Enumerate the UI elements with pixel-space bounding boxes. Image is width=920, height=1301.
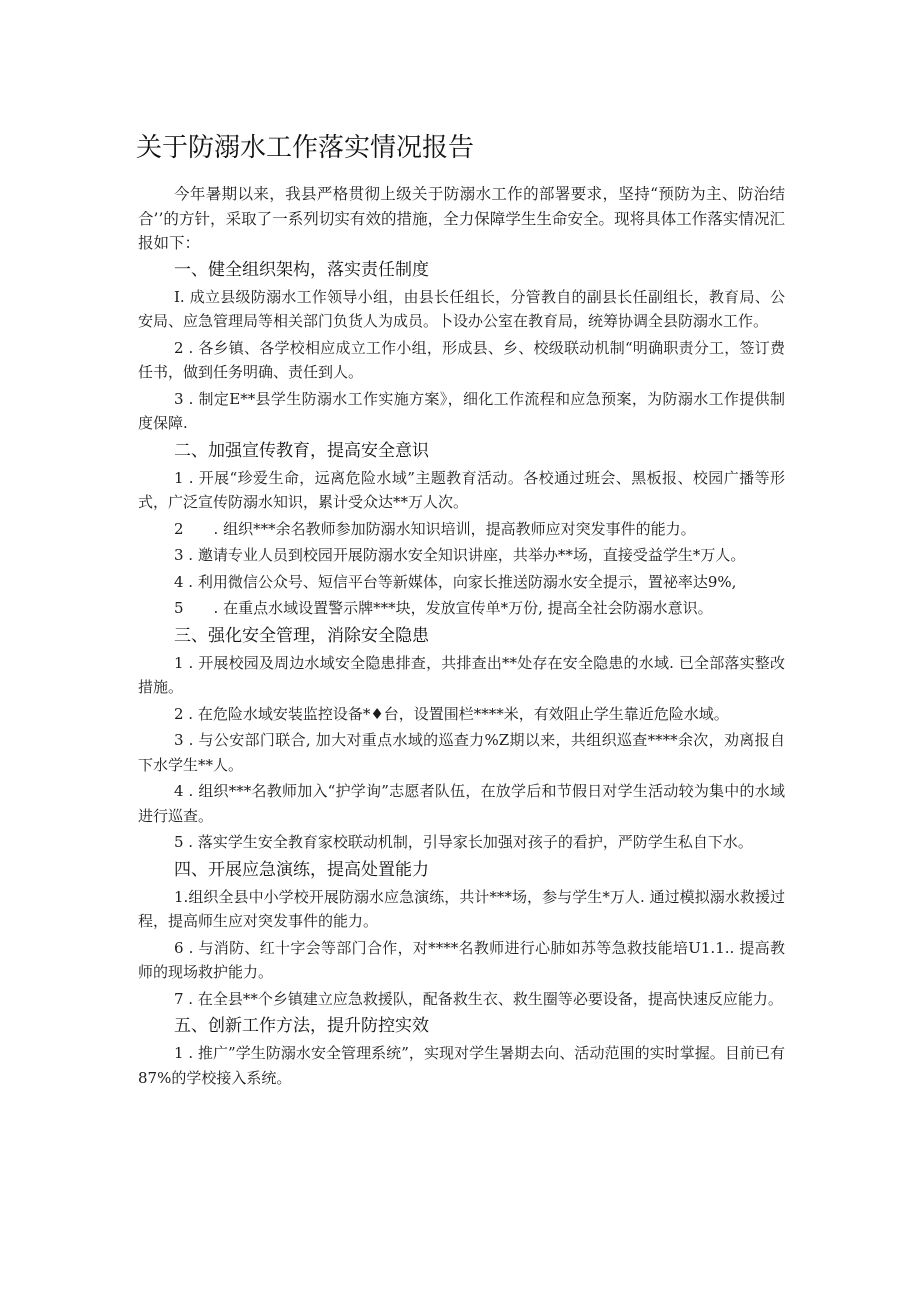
list-item: 2 . 各乡镇、各学校相应成立工作小组，形成县、乡、校级联动机制“明确职责分工，签订费任书，做到任务明确、责任到人。 — [138, 338, 785, 381]
list-item: 5 . 落实学生安全教育家校联动机制，引导家长加强对孩子的看护，严防学生私自下水。 — [174, 833, 753, 851]
list-item: 3 . 邀请专业人员到校园开展防溺水安全知识讲座，共举办**场，直接受益学生*万人。 — [174, 546, 746, 564]
list-item: 7 . 在全县**个乡镇建立应急救援队，配备救生衣、救生圈等必要设备，提高快速反应能力。 — [174, 989, 783, 1008]
list-item: 2 . 组织***余名教师参加防溺水知识培训，提高教师应对突发事件的能力。 — [174, 519, 696, 538]
list-item: 6 . 与消防、红十字会等部门合作，对****名教师进行心肺如苏等急救技能培U1.1.. 提高教师的现场救护能力。 — [138, 938, 785, 981]
list-item: 5 . 在重点水域设置警示牌***块，发放宣传单*万份, 提高全社会防溺水意识。 — [174, 599, 713, 617]
intro-paragraph: 今年暑期以来，我县严格贯彻上级关于防溺水工作的部署要求，坚持“预防为主、防治结合’’的方针，采取了一系列切实有效的措施，全力保障学生生命安全。现将具体工作落实情况汇报如下： — [138, 185, 785, 252]
list-item: I. 成立县级防溺水工作领导小组，由县长任组长，分管教自的副县长任副组长，教育局、公安局、应急管理局等相关部门负货人为成员。卜设办公室在教育局，统筹协调全县防溺水工作。 — [138, 287, 785, 330]
list-item: 4 . 组织***名教师加入“护学询”志愿者队伍，在放学后和节假日对学生活动较为集中的水域进行巡查。 — [138, 782, 785, 825]
section-heading: 一、健全组织架构，落实责任制度 — [174, 259, 429, 280]
list-item: 2 . 在危险水域安装监控设备*♦台，设置围栏****米，有效阻止学生靠近危险水域。 — [174, 704, 729, 723]
list-item: 1 . 开展校园及周边水域安全隐患排查，共排查出**处存在安全隐患的水域. 已全部落实整改措施。 — [138, 653, 785, 696]
document-title: 关于防溺水工作落实情况报告 — [136, 133, 475, 163]
section-4 — [138, 857, 785, 1012]
section-3 — [138, 623, 785, 855]
section-heading: 五、创新工作方法，提升防控实效 — [174, 1016, 429, 1036]
list-item: 1 . 推广”学生防溺水安全管理系统”，实现对学生暑期去向、活动范围的实时掌握。目前已有87%的学校接入系统。 — [138, 1044, 785, 1087]
list-item: 3 . 与公安部门联合, 加大对重点水域的巡查力%Z期以来，共组织巡查****余次，劝离报自下水学生**人。 — [138, 731, 785, 774]
list-item: 1.组织全县中小学校开展防溺水应急演练，共计***场，参与学生*万人. 通过模拟溺水救援过程，提高师生应对突发事件的能力。 — [138, 887, 785, 930]
section-5 — [138, 1013, 785, 1090]
section-1 — [138, 257, 785, 436]
section-heading: 三、强化安全管理，消除安全隐患 — [174, 625, 429, 646]
list-item: 1 . 开展“珍爱生命，远离危险水域”主题教育活动。各校通过班会、黑板报、校园广播等形式，广泛宣传防溺水知识，累计受众达**万人次。 — [138, 468, 785, 511]
section-heading: 二、加强宣传教育，提高安全意识 — [174, 440, 429, 461]
section-2 — [138, 438, 785, 621]
list-item: 3 . 制定E**县学生防溺水工作实施方案》，细化工作流程和应急预案，为防溺水工作提供制度保障. — [138, 389, 785, 432]
document-page — [138, 128, 785, 1092]
section-heading: 四、开展应急演练，提高处置能力 — [174, 859, 429, 880]
list-item: 4 . 利用微信公众号、短信平台等新媒体，向家长推送防溺水安全提示，置祕率达9%, — [174, 572, 737, 591]
